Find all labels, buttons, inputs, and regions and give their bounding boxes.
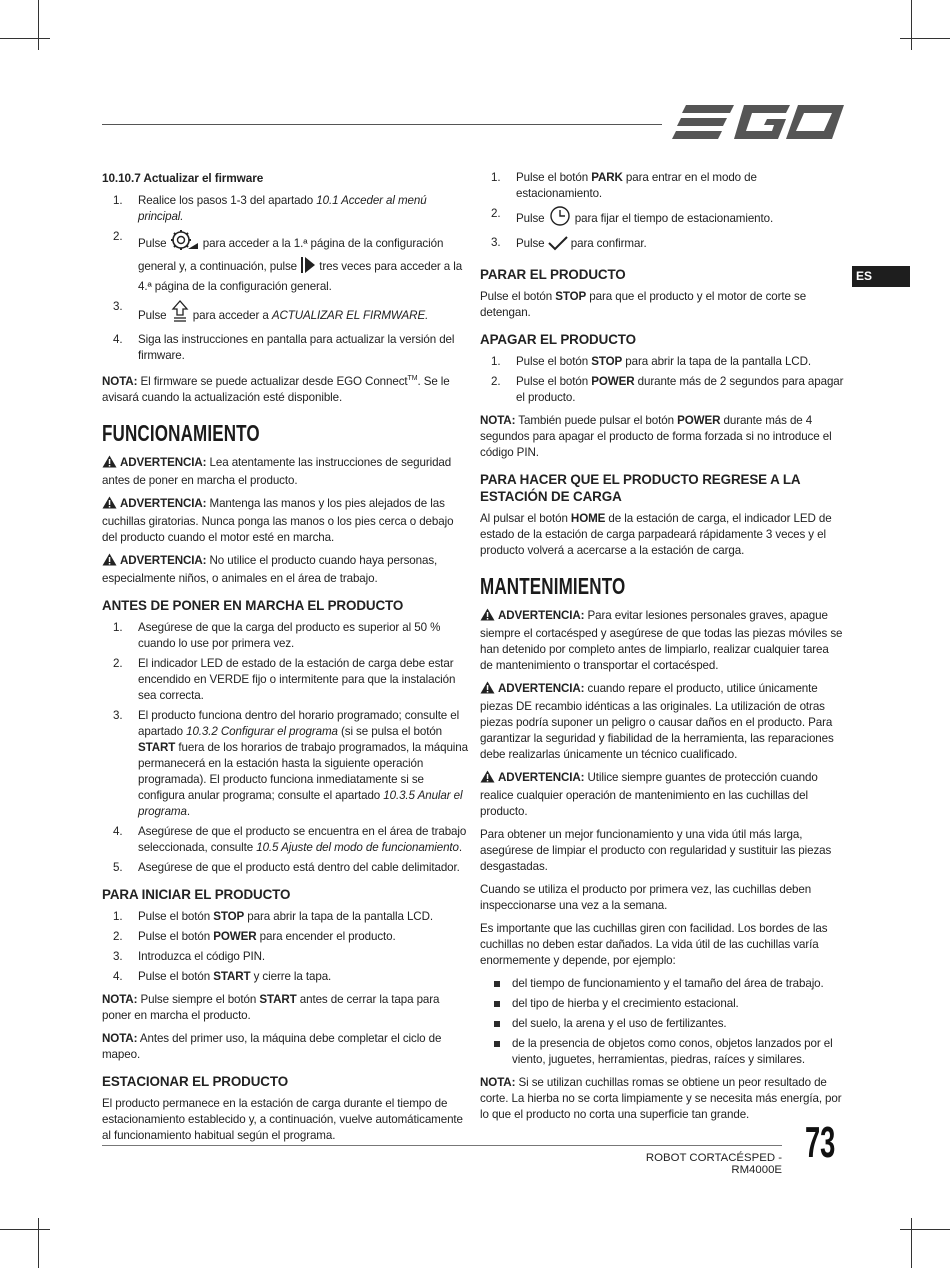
park-steps <box>480 170 844 256</box>
crop-mark <box>0 38 50 39</box>
park-paragraph: El producto permanece en la estación de carga durante el tiempo de estacionamiento establecido y, a continuación, vuelve automáticamente al funcionamiento habitual según el programa. <box>102 1096 463 1142</box>
off-steps <box>480 354 844 406</box>
list-item: 4. Asegúrese de que el producto se encuentra en el área de trabajo seleccionada, consulte 10.5 Ajuste del modo de funcionamiento. <box>113 824 467 854</box>
warning-paragraph: ADVERTENCIA: Lea atentamente las instrucciones de seguridad antes de poner en marcha el producto. <box>102 455 452 487</box>
crop-mark <box>911 1218 912 1268</box>
crop-mark <box>38 1218 39 1268</box>
list-item: 3. El producto funciona dentro del horario programado; consulte el apartado 10.3.2 Configurar el programa (si se pulsa el botón START fuera de los horarios de trabajo programados, la máquina permanecerá en la estación hasta la siguiente operación programada). El producto funciona inmediatamente si se configura anular programa; consulte el apartado 10.3.5 Anular el programa. <box>113 708 468 818</box>
start-heading: PARA INICIAR EL PRODUCTO <box>102 886 291 902</box>
page-number: 73 <box>805 1118 836 1167</box>
list-item: 1. Pulse el botón STOP para abrir la tapa de la pantalla LCD. <box>491 355 811 368</box>
list-item: 1. Asegúrese de que la carga del producto es superior al 50 % cuando lo use por primera vez. <box>113 620 441 650</box>
blade-factors-list <box>480 976 844 1068</box>
return-paragraph: Al pulsar el botón HOME de la estación de carga, el indicador LED de estado de la estación de carga parpadeará rápidamente 3 veces y el producto volverá a acercarse a la estación de carga. <box>480 512 832 557</box>
warning-paragraph: ADVERTENCIA: Utilice siempre guantes de protección cuando realice cualquier operación de mantenimiento en las cuchillas del producto. <box>480 771 818 818</box>
list-item: 1. Pulse el botón PARK para entrar en el modo de estacionamiento. <box>491 171 757 200</box>
crop-mark <box>911 0 912 50</box>
warning-paragraph: ADVERTENCIA: cuando repare el producto, utilice únicamente piezas DE recambio idénticas a las originales. La utilización de otras piezas podría suponer un peligro o causar daños en el producto. Para garantizar la seguridad y fiabilidad de la herramienta, las reparaciones debe realizarlas únicamente un técnico cualificado. <box>480 682 834 761</box>
before-start-heading: ANTES DE PONER EN MARCHA EL PRODUCTO <box>102 597 404 613</box>
list-item: de la presencia de objetos como conos, objetos lanzados por el viento, juguetes, herramientas, piedras, raíces y similares. <box>480 1036 844 1068</box>
list-item: del tiempo de funcionamiento y el tamaño del área de trabajo. <box>480 976 844 992</box>
start-note: NOTA: Pulse siempre el botón START antes de cerrar la tapa para poner en marcha el producto. <box>102 992 440 1022</box>
stop-heading: PARAR EL PRODUCTO <box>480 267 626 282</box>
warning-icon <box>102 553 117 571</box>
firmware-heading: 10.10.7 Actualizar el firmware <box>102 171 264 185</box>
warning-paragraph: ADVERTENCIA: Mantenga las manos y los pies alejados de las cuchillas giratorias. Nunca ponga las manos o los pies cerca o debajo del producto cuando el motor esté en marcha. <box>102 496 454 544</box>
list-item: 2. Pulse para acceder a la 1.ª página de la configuración general y, a continuación, pulse tres veces para acceder a la 4.ª página de la configuración general. <box>113 230 463 293</box>
left-column <box>102 170 468 1151</box>
warning-icon <box>102 496 117 514</box>
park-heading: ESTACIONAR EL PRODUCTO <box>102 1073 289 1089</box>
settings-gear-icon <box>170 229 200 256</box>
list-item: 4. Pulse el botón START y cierre la tapa. <box>113 969 332 983</box>
before-start-steps <box>102 620 468 876</box>
footer-product-name: ROBOT CORTACÉSPED - RM4000E <box>645 1152 782 1176</box>
list-item: 1. Pulse el botón STOP para abrir la tapa de la pantalla LCD. <box>113 909 433 923</box>
off-note: NOTA: También puede pulsar el botón POWER durante más de 4 segundos para apagar el producto de forma forzada si no introduce el código PIN. <box>480 414 832 459</box>
list-item: 2. El indicador LED de estado de la estación de carga debe estar encendido en VERDE fijo o intermitente para que la instalación sea correcta. <box>113 656 456 702</box>
list-item: 1. Realice los pasos 1-3 del apartado 10.1 Acceder al menú principal. <box>113 194 427 223</box>
warning-icon <box>480 608 495 626</box>
crop-mark <box>900 1229 950 1230</box>
list-item: del suelo, la arena y el uso de fertilizantes. <box>480 1016 844 1032</box>
crop-mark <box>0 1229 50 1230</box>
language-tab: ES <box>852 266 910 287</box>
maintenance-paragraph: Es importante que las cuchillas giren con facilidad. Los bordes de las cuchillas no deben estar dañados. La vida útil de las cuchillas varía enormemente y depende, por ejemplo: <box>480 922 828 967</box>
warning-paragraph: ADVERTENCIA: Para evitar lesiones personales graves, apague siempre el cortacésped y asegúrese de que todas las piezas móviles se han detenido por completo antes de limpiarlo, realizar cualquier tarea de mantenimiento o transportar el cortacésped. <box>480 609 843 672</box>
ego-logo <box>672 103 844 148</box>
crop-mark <box>900 38 950 39</box>
checkmark-icon <box>548 235 568 256</box>
maintenance-paragraph: Cuando se utiliza el producto por primera vez, las cuchillas deben inspeccionarse una vez a la semana. <box>480 883 812 912</box>
bullet-square-icon <box>494 981 500 987</box>
upload-icon <box>170 299 190 328</box>
bullet-square-icon <box>494 1001 500 1007</box>
maintenance-note: NOTA: Si se utilizan cuchillas romas se obtiene un peor resultado de corte. La hierba no se corta limpiamente y se necesita más energía, por lo que el producto no corta una superficie tan grande. <box>480 1076 842 1121</box>
list-item: 2. Pulse el botón POWER durante más de 2 segundos para apagar el producto. <box>491 375 844 404</box>
section-heading-mantenimiento: MANTENIMIENTO <box>480 573 626 599</box>
section-heading-funcionamiento: FUNCIONAMIENTO <box>102 419 260 446</box>
return-heading: PARA HACER QUE EL PRODUCTO REGRESE A LA ESTACIÓN DE CARGA <box>480 472 800 504</box>
bullet-square-icon <box>494 1021 500 1027</box>
list-item: 3. Introduzca el código PIN. <box>113 949 266 963</box>
firmware-steps <box>102 193 468 364</box>
off-heading: APAGAR EL PRODUCTO <box>480 332 636 347</box>
footer-rule <box>102 1145 782 1146</box>
clock-icon <box>548 206 572 231</box>
list-item: 3. Pulse para acceder a ACTUALIZAR EL FIRMWARE. <box>102 299 468 328</box>
play-next-icon <box>300 256 316 279</box>
list-item: del tipo de hierba y el crecimiento estacional. <box>480 996 844 1012</box>
list-item: 3. Pulse para confirmar. <box>480 235 844 256</box>
start-steps <box>102 909 468 985</box>
right-column <box>480 170 844 1130</box>
list-item: 2. Pulse para fijar el tiempo de estacionamiento. <box>480 206 844 231</box>
stop-paragraph: Pulse el botón STOP para que el producto y el motor de corte se detengan. <box>480 290 807 319</box>
firmware-note: NOTA: El firmware se puede actualizar desde EGO Connect™. Se le avisará cuando la actualización esté disponible. <box>102 374 450 404</box>
header-rule <box>102 124 662 125</box>
warning-icon <box>480 770 495 788</box>
warning-paragraph: ADVERTENCIA: No utilice el producto cuando haya personas, especialmente niños, o animales en el área de trabajo. <box>102 553 438 585</box>
warning-icon <box>480 681 495 699</box>
list-item: 4. Siga las instrucciones en pantalla para actualizar la versión del firmware. <box>113 333 455 362</box>
bullet-square-icon <box>494 1041 500 1047</box>
list-item: 5. Asegúrese de que el producto está dentro del cable delimitador. <box>113 860 460 874</box>
warning-icon <box>102 455 117 473</box>
list-item: 2. Pulse el botón POWER para encender el producto. <box>113 929 396 943</box>
start-note: NOTA: Antes del primer uso, la máquina debe completar el ciclo de mapeo. <box>102 1031 442 1061</box>
maintenance-paragraph: Para obtener un mejor funcionamiento y una vida útil más larga, asegúrese de limpiar el producto con regularidad y sustituir las piezas desgastadas. <box>480 828 832 873</box>
crop-mark <box>38 0 39 50</box>
